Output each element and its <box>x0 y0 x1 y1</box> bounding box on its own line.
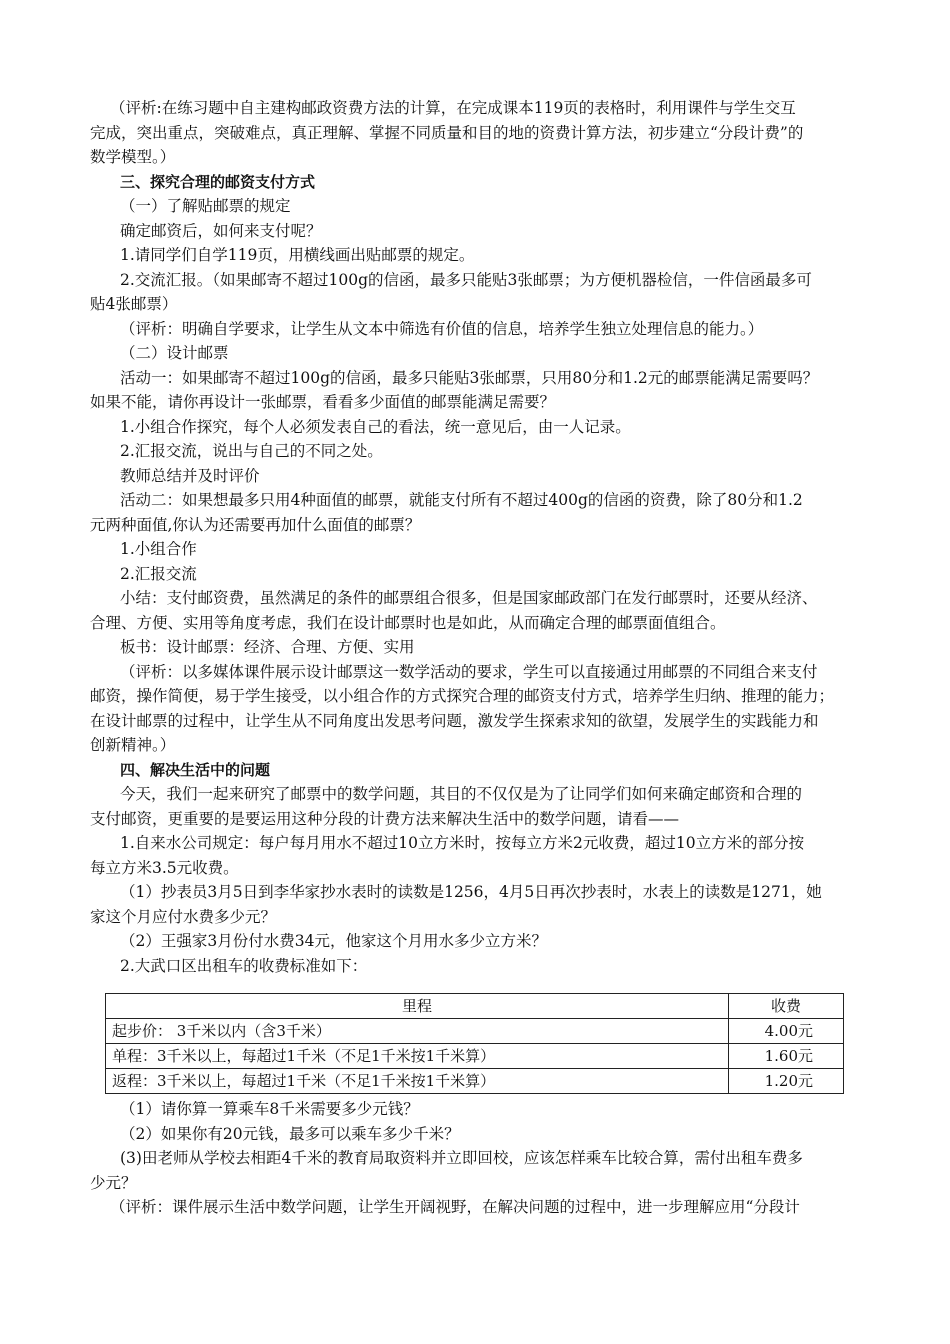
text-line: （评析：明确自学要求，让学生从文本中筛选有价值的信息，培养学生独立处理信息的能力。） <box>120 319 764 338</box>
table-row <box>106 1069 844 1094</box>
text-line: 元两种面值,你认为还需要再加什么面值的邮票？ <box>90 515 421 534</box>
text-line: 小结：支付邮资费，虽然满足的条件的邮票组合很多，但是国家邮政部门在发行邮票时，还要从经济、 <box>120 589 818 607</box>
text-line: 每立方米3.5元收费。 <box>90 858 239 877</box>
table-row <box>106 1044 844 1069</box>
text-line: 贴4张邮票） <box>90 295 178 313</box>
text-line: （二）设计邮票 <box>120 344 229 362</box>
section-heading: 三、探究合理的邮资支付方式 <box>120 172 316 191</box>
table-header-distance: 里程 <box>106 994 729 1019</box>
table-cell-fee: 4.00元 <box>729 1019 844 1044</box>
text-line: 1.小组合作探究，每个人必须发表自己的看法，统一意见后，由一人记录。 <box>120 417 631 436</box>
text-line: 家这个月应付水费多少元？ <box>90 907 277 926</box>
text-line: 板书：设计邮票：经济、合理、方便、实用 <box>120 638 415 656</box>
text-line: 1.小组合作 <box>120 540 197 558</box>
text-line: （评析:在练习题中自主建构邮政资费方法的计算，在完成课本119页的表格时，利用课件与学生交互 <box>110 99 796 117</box>
table-header-row <box>106 994 844 1019</box>
text-line: 如果不能，请你再设计一张邮票，看看多少面值的邮票能满足需要？ <box>90 393 556 411</box>
text-line: 1.自来水公司规定：每户每月用水不超过10立方米时，按每立方米2元收费，超过10立方米的部分按 <box>120 834 805 852</box>
table-header-fee: 收费 <box>729 994 844 1019</box>
text-line: 支付邮资，更重要的是要运用这种分段的计费方法来解决生活中的数学问题，请看—— <box>90 809 680 828</box>
text-line: （2）如果你有20元钱，最多可以乘车多少千米？ <box>120 1124 460 1143</box>
text-line: 2.汇报交流 <box>120 564 197 583</box>
text-line: （2）王强家3月份付水费34元，他家这个月用水多少立方米？ <box>120 932 547 950</box>
section-heading: 四、解决生活中的问题 <box>120 760 271 779</box>
text-line: （1）抄表员3月5日到李华家抄水表时的读数是1256，4月5日再次抄表时，水表上的读数是1271，她 <box>120 883 822 901</box>
text-line: 合理、方便、实用等角度考虑，我们在设计邮票时也是如此，从而确定合理的邮票面值组合。 <box>90 613 726 632</box>
text-line: （评析：课件展示生活中数学问题，让学生开阔视野，在解决问题的过程中，进一步理解应用“分段计 <box>110 1198 800 1216</box>
text-line: 邮资，操作简便，易于学生接受，以小组合作的方式探究合理的邮资支付方式，培养学生归纳、推理的能力； <box>90 687 835 705</box>
text-line: 今天，我们一起来研究了邮票中的数学问题，其目的不仅仅是为了让同学们如何来确定邮资和合理的 <box>120 785 803 803</box>
table-cell-fee: 1.20元 <box>729 1069 844 1094</box>
text-line: 1.请同学们自学119页，用横线画出贴邮票的规定。 <box>120 246 475 264</box>
text-line: （评析：以多媒体课件展示设计邮票这一数学活动的要求，学生可以直接通过用邮票的不同组合来支付 <box>120 662 818 681</box>
text-line: 创新精神。） <box>90 736 176 754</box>
text-line: (3)田老师从学校去相距4千米的教育局取资料并立即回校，应该怎样乘车比较合算，需付出租车费多 <box>120 1149 803 1167</box>
text-line: （一）了解贴邮票的规定 <box>120 197 291 215</box>
text-line: 在设计邮票的过程中，让学生从不同角度出发思考问题，激发学生探索求知的欲望，发展学生的实践能力和 <box>90 711 819 730</box>
text-line: 2.大武口区出租车的收费标准如下： <box>120 956 368 975</box>
text-line: 教师总结并及时评价 <box>120 466 260 485</box>
text-line: 少元？ <box>90 1173 137 1192</box>
text-line: 活动二：如果想最多只用4种面值的邮票，就能支付所有不超过400g的信函的资费，除了80分和1.2 <box>120 491 803 509</box>
table-row <box>106 1019 844 1044</box>
table-cell-distance: 起步价： 3千米以内（含3千米） <box>106 1019 729 1044</box>
text-line: 2.汇报交流，说出与自己的不同之处。 <box>120 442 383 460</box>
text-line: 完成，突出重点，突破难点，真正理解、掌握不同质量和目的地的资费计算方法，初步建立“分段计费”的 <box>90 123 804 142</box>
taxi-fee-table <box>105 993 844 1094</box>
table-cell-distance: 返程：3千米以上，每超过1千米（不足1千米按1千米算） <box>106 1069 729 1094</box>
text-line: 活动一：如果邮寄不超过100g的信函，最多只能贴3张邮票，只用80分和1.2元的邮票能满足需要吗？ <box>120 368 819 387</box>
table-cell-distance: 单程：3千米以上，每超过1千米（不足1千米按1千米算） <box>106 1044 729 1069</box>
text-line: （1）请你算一算乘车8千米需要多少元钱？ <box>120 1100 419 1118</box>
text-line: 数学模型。） <box>90 148 176 166</box>
text-line: 确定邮资后，如何来支付呢？ <box>120 221 322 240</box>
table-cell-fee: 1.60元 <box>729 1044 844 1069</box>
text-line: 2.交流汇报。（如果邮寄不超过100g的信函，最多只能贴3张邮票；为方便机器检信，一件信函最多可 <box>120 270 812 289</box>
